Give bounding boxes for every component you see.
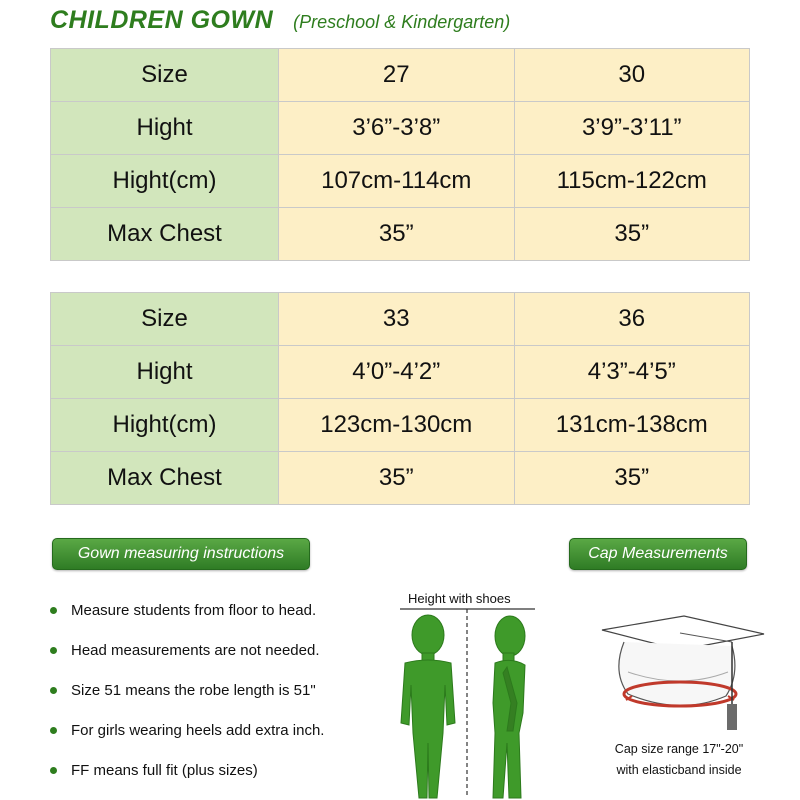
instruction-text: Head measurements are not needed. <box>71 641 320 659</box>
table-cell: 35” <box>279 452 515 505</box>
table-cell: 3’9”-3’11” <box>514 102 750 155</box>
size-table-1 <box>50 48 750 261</box>
table-cell: 35” <box>514 452 750 505</box>
bullet-icon <box>50 687 57 694</box>
table-row <box>51 102 750 155</box>
row-label: Max Chest <box>51 208 279 261</box>
child-front-silhouette-icon <box>401 615 455 798</box>
height-figure-label: Height with shoes <box>408 591 511 606</box>
table-cell: 36 <box>514 293 750 346</box>
table-row <box>51 399 750 452</box>
table-cell: 4’3”-4’5” <box>514 346 750 399</box>
instruction-text: For girls wearing heels add extra inch. <box>71 721 325 739</box>
child-side-silhouette-icon <box>493 616 525 798</box>
row-label: Hight(cm) <box>51 155 279 208</box>
table-cell: 131cm-138cm <box>514 399 750 452</box>
row-label: Hight <box>51 102 279 155</box>
cap-caption <box>594 739 764 781</box>
table-cell: 27 <box>279 49 515 102</box>
bullet-icon <box>50 607 57 614</box>
graduation-cap-icon <box>592 612 770 734</box>
row-label: Hight(cm) <box>51 399 279 452</box>
instructions-list <box>50 590 324 790</box>
bullet-icon <box>50 767 57 774</box>
table-row <box>51 208 750 261</box>
table-cell: 35” <box>514 208 750 261</box>
list-item <box>50 670 324 710</box>
bullet-icon <box>50 727 57 734</box>
page-title: CHILDREN GOWN <box>50 6 274 34</box>
page-header <box>50 6 510 36</box>
instruction-text: FF means full fit (plus sizes) <box>71 761 258 779</box>
height-figure <box>385 603 560 800</box>
table-row <box>51 49 750 102</box>
table-row <box>51 155 750 208</box>
table-cell: 107cm-114cm <box>279 155 515 208</box>
table-cell: 123cm-130cm <box>279 399 515 452</box>
table-cell: 35” <box>279 208 515 261</box>
row-label: Hight <box>51 346 279 399</box>
table-cell: 3’6”-3’8” <box>279 102 515 155</box>
list-item <box>50 710 324 750</box>
instruction-text: Size 51 means the robe length is 51" <box>71 681 316 699</box>
cap-size-range-text: Cap size range 17"-20" <box>614 742 744 756</box>
list-item <box>50 590 324 630</box>
row-label: Size <box>51 293 279 346</box>
size-table-2 <box>50 292 750 505</box>
table-row <box>51 293 750 346</box>
table-row <box>51 452 750 505</box>
list-item <box>50 630 324 670</box>
table-row <box>51 346 750 399</box>
table-cell: 4’0”-4’2” <box>279 346 515 399</box>
page-subtitle: (Preschool & Kindergarten) <box>293 12 511 32</box>
list-item <box>50 750 324 790</box>
cap-elastic-text: with elasticband inside <box>616 763 742 777</box>
bullet-icon <box>50 647 57 654</box>
row-label: Max Chest <box>51 452 279 505</box>
instruction-text: Measure students from floor to head. <box>71 601 317 619</box>
table-cell: 30 <box>514 49 750 102</box>
table-cell: 33 <box>279 293 515 346</box>
table-cell: 115cm-122cm <box>514 155 750 208</box>
row-label: Size <box>51 49 279 102</box>
gown-instructions-heading: Gown measuring instructions <box>52 538 310 570</box>
cap-measurements-heading: Cap Measurements <box>569 538 747 570</box>
